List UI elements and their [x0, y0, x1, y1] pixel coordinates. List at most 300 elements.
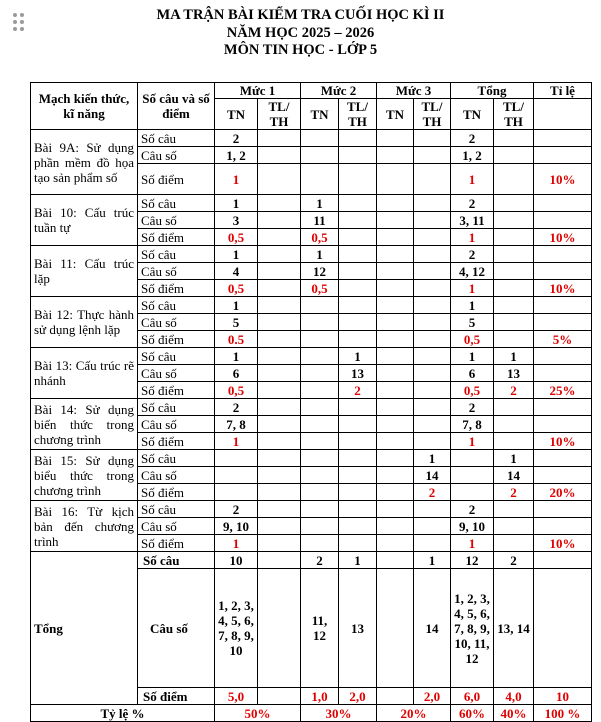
percent-level1: 50% — [215, 705, 301, 722]
cell-cau-so — [414, 212, 451, 229]
cell-cau-so — [258, 416, 301, 433]
row-label-so-cau: Số câu — [138, 450, 215, 467]
cell-so-cau: 1 — [414, 450, 451, 467]
header-tn: TN — [215, 99, 258, 130]
percent-tn: 60% — [451, 705, 494, 722]
lesson-name: Bài 15: Sử dụng biểu thức trong chương trình — [31, 450, 138, 501]
cell-so-diem: 0,5 — [301, 280, 339, 297]
cell-so-cau — [414, 399, 451, 416]
totals-cell-so-diem: 4,0 — [494, 688, 534, 705]
cell-cau-so — [339, 212, 377, 229]
cell-so-cau: 2 — [215, 130, 258, 147]
cell-so-cau: 1 — [215, 297, 258, 314]
cell-cau-so — [377, 212, 414, 229]
cell-cau-so: 3, 11 — [451, 212, 494, 229]
ratio-cell-empty — [534, 365, 592, 382]
cell-cau-so — [301, 518, 339, 535]
cell-so-cau — [339, 195, 377, 212]
cell-cau-so — [339, 147, 377, 164]
cell-so-cau: 1 — [215, 348, 258, 365]
header-tlth: TL/ TH — [414, 99, 451, 130]
ratio-cell-empty — [534, 552, 592, 569]
header-level-2: Mức 2 — [301, 83, 377, 99]
cell-cau-so — [339, 518, 377, 535]
cell-so-diem — [414, 535, 451, 552]
totals-ratio: 10 — [534, 688, 592, 705]
totals-label-so-diem: Số điểm — [138, 688, 215, 705]
cell-so-cau — [414, 501, 451, 518]
header-tlth: TL/ TH — [339, 99, 377, 130]
ratio-cell: 10% — [534, 280, 592, 297]
title-line-3: MÔN TIN HỌC - LỚP 5 — [223, 42, 378, 58]
header-tn: TN — [451, 99, 494, 130]
totals-cell-so-diem — [258, 688, 301, 705]
cell-so-diem — [258, 280, 301, 297]
cell-so-diem: 2 — [339, 382, 377, 399]
cell-so-diem: 1 — [451, 433, 494, 450]
cell-so-cau — [377, 195, 414, 212]
ratio-cell-empty — [534, 212, 592, 229]
totals-row — [31, 552, 592, 569]
ratio-cell-empty — [534, 147, 592, 164]
cell-so-cau: 2 — [451, 501, 494, 518]
cell-cau-so: 12 — [301, 263, 339, 280]
totals-cell-so-cau — [377, 552, 414, 569]
cell-so-cau: 1 — [339, 348, 377, 365]
cell-cau-so — [258, 212, 301, 229]
totals-label-cau-so: Câu số — [138, 569, 215, 688]
cell-cau-so — [301, 147, 339, 164]
header-ratio-empty — [534, 99, 592, 130]
cell-cau-so — [377, 416, 414, 433]
cell-so-diem — [377, 382, 414, 399]
cell-cau-so: 6 — [451, 365, 494, 382]
cell-so-cau — [258, 246, 301, 263]
cell-so-diem: 0.5 — [215, 331, 258, 348]
percent-row — [31, 705, 592, 722]
cell-cau-so — [339, 314, 377, 331]
cell-so-diem — [301, 535, 339, 552]
cell-so-diem — [414, 229, 451, 246]
cell-so-cau: 1 — [215, 246, 258, 263]
cell-so-diem — [258, 331, 301, 348]
cell-so-diem — [377, 229, 414, 246]
cell-so-diem — [494, 280, 534, 297]
totals-cell-so-cau: 2 — [494, 552, 534, 569]
cell-so-diem — [494, 433, 534, 450]
cell-so-cau — [377, 297, 414, 314]
cell-cau-so — [494, 263, 534, 280]
cell-so-diem: 0,5 — [451, 331, 494, 348]
cell-so-cau — [414, 348, 451, 365]
totals-cell-so-diem: 2,0 — [414, 688, 451, 705]
row-label-so-cau: Số câu — [138, 399, 215, 416]
cell-so-cau — [494, 297, 534, 314]
cell-so-cau: 1 — [494, 348, 534, 365]
lesson-name: Bài 10: Cấu trúc tuần tự — [31, 195, 138, 246]
cell-cau-so — [414, 263, 451, 280]
cell-cau-so — [494, 212, 534, 229]
cell-so-diem — [377, 280, 414, 297]
cell-so-cau — [301, 297, 339, 314]
cell-cau-so — [301, 314, 339, 331]
table-row — [31, 130, 592, 147]
totals-label: Tổng — [31, 552, 138, 705]
row-label-cau-so: Câu số — [138, 147, 215, 164]
row-label-so-diem: Số điểm — [138, 484, 215, 501]
cell-cau-so — [258, 147, 301, 164]
cell-so-diem — [301, 164, 339, 195]
cell-so-diem — [339, 535, 377, 552]
totals-cell-cau-so — [377, 569, 414, 688]
totals-cell-so-cau: 1 — [414, 552, 451, 569]
cell-cau-so: 5 — [215, 314, 258, 331]
cell-so-cau: 2 — [215, 501, 258, 518]
cell-cau-so — [414, 416, 451, 433]
cell-so-cau: 2 — [451, 195, 494, 212]
cell-so-diem: 0,5 — [215, 280, 258, 297]
cell-so-cau — [414, 246, 451, 263]
lesson-name: Bài 13: Cấu trúc rẽ nhánh — [31, 348, 138, 399]
cell-cau-so: 4, 12 — [451, 263, 494, 280]
cell-so-diem — [258, 535, 301, 552]
ratio-cell-empty — [534, 569, 592, 688]
cell-so-cau — [339, 297, 377, 314]
percent-all: 100 % — [534, 705, 592, 722]
cell-so-diem: 1 — [451, 229, 494, 246]
ratio-cell-empty — [534, 416, 592, 433]
cell-so-diem — [258, 433, 301, 450]
totals-cell-so-cau — [258, 552, 301, 569]
ratio-cell-empty — [534, 195, 592, 212]
cell-so-diem: 2 — [494, 382, 534, 399]
ratio-cell-empty — [534, 450, 592, 467]
cell-so-diem — [414, 331, 451, 348]
totals-cell-so-cau: 12 — [451, 552, 494, 569]
totals-cell-so-diem: 1,0 — [301, 688, 339, 705]
cell-so-diem: 0,5 — [451, 382, 494, 399]
cell-cau-so — [377, 147, 414, 164]
ratio-cell: 10% — [534, 535, 592, 552]
cell-cau-so — [414, 518, 451, 535]
cell-so-diem — [414, 164, 451, 195]
cell-so-cau — [258, 399, 301, 416]
cell-so-diem: 2 — [414, 484, 451, 501]
percent-level2: 30% — [301, 705, 377, 722]
cell-so-diem — [494, 229, 534, 246]
totals-cell-so-diem: 5,0 — [215, 688, 258, 705]
assessment-matrix-table — [30, 82, 592, 722]
cell-cau-so: 14 — [414, 467, 451, 484]
cell-so-cau — [414, 195, 451, 212]
cell-cau-so — [414, 147, 451, 164]
ratio-cell-empty — [534, 297, 592, 314]
row-label-cau-so: Câu số — [138, 416, 215, 433]
cell-cau-so: 7, 8 — [451, 416, 494, 433]
lesson-name: Bài 9A: Sử dụng phần mềm đồ họa tạo sản phẩm số — [31, 130, 138, 195]
cell-so-diem — [258, 484, 301, 501]
cell-cau-so: 3 — [215, 212, 258, 229]
cell-cau-so — [377, 467, 414, 484]
cell-so-cau — [258, 130, 301, 147]
table-row — [31, 246, 592, 263]
cell-cau-so: 14 — [494, 467, 534, 484]
cell-so-cau: 2 — [451, 130, 494, 147]
cell-so-cau — [258, 195, 301, 212]
row-label-so-cau: Số câu — [138, 501, 215, 518]
cell-so-diem — [494, 535, 534, 552]
cell-cau-so — [258, 467, 301, 484]
cell-cau-so — [377, 518, 414, 535]
cell-so-diem — [339, 484, 377, 501]
cell-so-diem: 0,5 — [215, 382, 258, 399]
ratio-cell-empty — [534, 263, 592, 280]
totals-cell-so-cau: 2 — [301, 552, 339, 569]
cell-so-cau: 1 — [451, 348, 494, 365]
ratio-cell: 10% — [534, 229, 592, 246]
cell-so-diem: 0,5 — [301, 229, 339, 246]
row-label-cau-so: Câu số — [138, 212, 215, 229]
cell-so-diem: 1 — [215, 164, 258, 195]
ratio-cell-empty — [534, 399, 592, 416]
cell-cau-so: 1, 2 — [215, 147, 258, 164]
cell-so-cau — [339, 501, 377, 518]
ratio-cell-empty — [534, 314, 592, 331]
cell-so-cau: 1 — [301, 195, 339, 212]
cell-so-cau — [339, 246, 377, 263]
totals-cell-cau-so: 11, 12 — [301, 569, 339, 688]
cell-so-diem — [414, 280, 451, 297]
cell-so-diem — [377, 484, 414, 501]
percent-label: Tỷ lệ % — [31, 705, 215, 722]
row-label-so-diem: Số điểm — [138, 535, 215, 552]
cell-cau-so: 11 — [301, 212, 339, 229]
cell-so-cau — [258, 348, 301, 365]
cell-so-diem — [377, 535, 414, 552]
cell-so-cau — [377, 130, 414, 147]
row-label-so-cau: Số câu — [138, 348, 215, 365]
cell-so-diem: 1 — [215, 535, 258, 552]
row-label-so-cau: Số câu — [138, 297, 215, 314]
cell-so-diem — [494, 331, 534, 348]
cell-so-cau: 1 — [451, 297, 494, 314]
table-row — [31, 450, 592, 467]
ratio-cell: 10% — [534, 433, 592, 450]
table-row — [31, 399, 592, 416]
cell-cau-so — [339, 467, 377, 484]
row-label-so-cau: Số câu — [138, 195, 215, 212]
cell-cau-so: 6 — [215, 365, 258, 382]
header-level-1: Mức 1 — [215, 83, 301, 99]
cell-so-diem: 1 — [451, 280, 494, 297]
ratio-cell-empty — [534, 467, 592, 484]
lesson-name: Bài 11: Cấu trúc lặp — [31, 246, 138, 297]
cell-so-cau — [215, 450, 258, 467]
cell-so-diem — [301, 433, 339, 450]
cell-so-diem: 1 — [451, 535, 494, 552]
percent-tlth: 40% — [494, 705, 534, 722]
header-ratio: Tỉ lệ — [534, 83, 592, 99]
totals-cell-so-diem: 2,0 — [339, 688, 377, 705]
ratio-cell-empty — [534, 501, 592, 518]
cell-so-diem: 0,5 — [215, 229, 258, 246]
totals-cell-cau-so: 1, 2, 3, 4, 5, 6, 7, 8, 9, 10, 11, 12 — [451, 569, 494, 688]
cell-so-cau — [258, 501, 301, 518]
cell-cau-so — [377, 365, 414, 382]
cell-so-diem — [258, 164, 301, 195]
cell-so-diem — [301, 484, 339, 501]
row-label-cau-so: Câu số — [138, 314, 215, 331]
ratio-cell: 25% — [534, 382, 592, 399]
totals-cell-so-cau: 10 — [215, 552, 258, 569]
lesson-name: Bài 16: Từ kịch bản đến chương trình — [31, 501, 138, 552]
cell-so-cau: 2 — [451, 246, 494, 263]
ratio-cell: 10% — [534, 164, 592, 195]
row-label-cau-so: Câu số — [138, 365, 215, 382]
ratio-cell-empty — [534, 246, 592, 263]
cell-cau-so — [301, 365, 339, 382]
row-label-so-diem: Số điểm — [138, 280, 215, 297]
cell-cau-so — [451, 467, 494, 484]
cell-cau-so — [258, 365, 301, 382]
ratio-cell-empty — [534, 348, 592, 365]
cell-so-cau — [494, 130, 534, 147]
ratio-cell-empty — [534, 518, 592, 535]
ratio-cell-empty — [534, 130, 592, 147]
cell-so-cau — [301, 348, 339, 365]
cell-so-cau: 1 — [215, 195, 258, 212]
header-topic: Mạch kiến thức, kĩ năng — [31, 83, 138, 130]
cell-so-cau — [377, 399, 414, 416]
cell-so-cau — [339, 399, 377, 416]
cell-so-cau — [339, 130, 377, 147]
cell-cau-so — [258, 314, 301, 331]
table-row — [31, 501, 592, 518]
totals-label-so-cau: Số câu — [138, 552, 215, 569]
cell-cau-so: 1, 2 — [451, 147, 494, 164]
cell-so-cau: 1 — [301, 246, 339, 263]
cell-so-cau — [301, 501, 339, 518]
header-total: Tổng — [451, 83, 534, 99]
totals-cell-cau-so: 13 — [339, 569, 377, 688]
cell-so-diem — [339, 229, 377, 246]
header-tlth: TL/ TH — [258, 99, 301, 130]
totals-cell-so-diem — [377, 688, 414, 705]
cell-so-diem — [339, 164, 377, 195]
cell-so-diem — [339, 331, 377, 348]
table-row — [31, 348, 592, 365]
cell-so-diem — [258, 382, 301, 399]
totals-cell-so-diem: 6,0 — [451, 688, 494, 705]
cell-cau-so — [494, 416, 534, 433]
ratio-cell: 20% — [534, 484, 592, 501]
cell-cau-so — [339, 263, 377, 280]
row-label-so-diem: Số điểm — [138, 164, 215, 195]
totals-cell-cau-so: 13, 14 — [494, 569, 534, 688]
cell-so-diem — [339, 280, 377, 297]
cell-so-diem — [301, 331, 339, 348]
header-level-3: Mức 3 — [377, 83, 451, 99]
header-tn: TN — [377, 99, 414, 130]
table-row — [31, 297, 592, 314]
row-label-cau-so: Câu số — [138, 263, 215, 280]
cell-so-cau — [494, 501, 534, 518]
cell-so-cau — [377, 501, 414, 518]
cell-so-diem — [258, 229, 301, 246]
lesson-name: Bài 12: Thực hành sử dụng lệnh lặp — [31, 297, 138, 348]
cell-cau-so — [258, 518, 301, 535]
header-tn: TN — [301, 99, 339, 130]
header-count: Số câu và số điểm — [138, 83, 215, 130]
cell-so-cau — [258, 450, 301, 467]
cell-cau-so — [414, 365, 451, 382]
cell-cau-so — [215, 467, 258, 484]
row-label-so-diem: Số điểm — [138, 433, 215, 450]
ratio-cell: 5% — [534, 331, 592, 348]
cell-so-cau — [451, 450, 494, 467]
row-label-cau-so: Câu số — [138, 518, 215, 535]
cell-so-diem: 2 — [494, 484, 534, 501]
cell-so-cau — [414, 297, 451, 314]
cell-cau-so: 9, 10 — [215, 518, 258, 535]
cell-so-diem — [215, 484, 258, 501]
cell-cau-so: 13 — [339, 365, 377, 382]
cell-so-diem — [377, 331, 414, 348]
cell-so-diem: 1 — [215, 433, 258, 450]
cell-so-cau — [301, 399, 339, 416]
cell-so-diem — [377, 433, 414, 450]
lesson-name: Bài 14: Sử dụng biến thức trong chương trình — [31, 399, 138, 450]
cell-cau-so — [377, 263, 414, 280]
cell-so-cau — [377, 348, 414, 365]
totals-cell-cau-so: 1, 2, 3, 4, 5, 6, 7, 8, 9, 10 — [215, 569, 258, 688]
totals-cell-cau-so — [258, 569, 301, 688]
cell-so-diem: 1 — [451, 164, 494, 195]
cell-cau-so: 13 — [494, 365, 534, 382]
table-row — [31, 195, 592, 212]
row-label-so-diem: Số điểm — [138, 382, 215, 399]
row-label-so-cau: Số câu — [138, 130, 215, 147]
cell-so-diem — [414, 382, 451, 399]
cell-so-cau — [339, 450, 377, 467]
cell-cau-so: 7, 8 — [215, 416, 258, 433]
cell-cau-so — [414, 314, 451, 331]
cell-cau-so — [494, 147, 534, 164]
cell-so-cau — [377, 246, 414, 263]
cell-so-cau: 2 — [451, 399, 494, 416]
row-label-so-cau: Số câu — [138, 246, 215, 263]
cell-so-cau: 1 — [494, 450, 534, 467]
cell-cau-so — [377, 314, 414, 331]
cell-so-diem — [494, 164, 534, 195]
cell-so-cau — [258, 297, 301, 314]
title-line-2: NĂM HỌC 2025 – 2026 — [226, 24, 375, 41]
cell-cau-so — [494, 314, 534, 331]
cell-cau-so: 9, 10 — [451, 518, 494, 535]
title-line-1: MA TRẬN BÀI KIỂM TRA CUỐI HỌC KÌ II — [156, 7, 445, 23]
cell-so-cau — [494, 399, 534, 416]
cell-so-diem — [301, 382, 339, 399]
cell-so-cau: 2 — [215, 399, 258, 416]
cell-so-diem — [451, 484, 494, 501]
row-label-cau-so: Câu số — [138, 467, 215, 484]
cell-so-cau — [301, 450, 339, 467]
cell-so-cau — [414, 130, 451, 147]
cell-so-diem — [339, 433, 377, 450]
cell-so-cau — [377, 450, 414, 467]
cell-so-cau — [301, 130, 339, 147]
row-label-so-diem: Số điểm — [138, 229, 215, 246]
